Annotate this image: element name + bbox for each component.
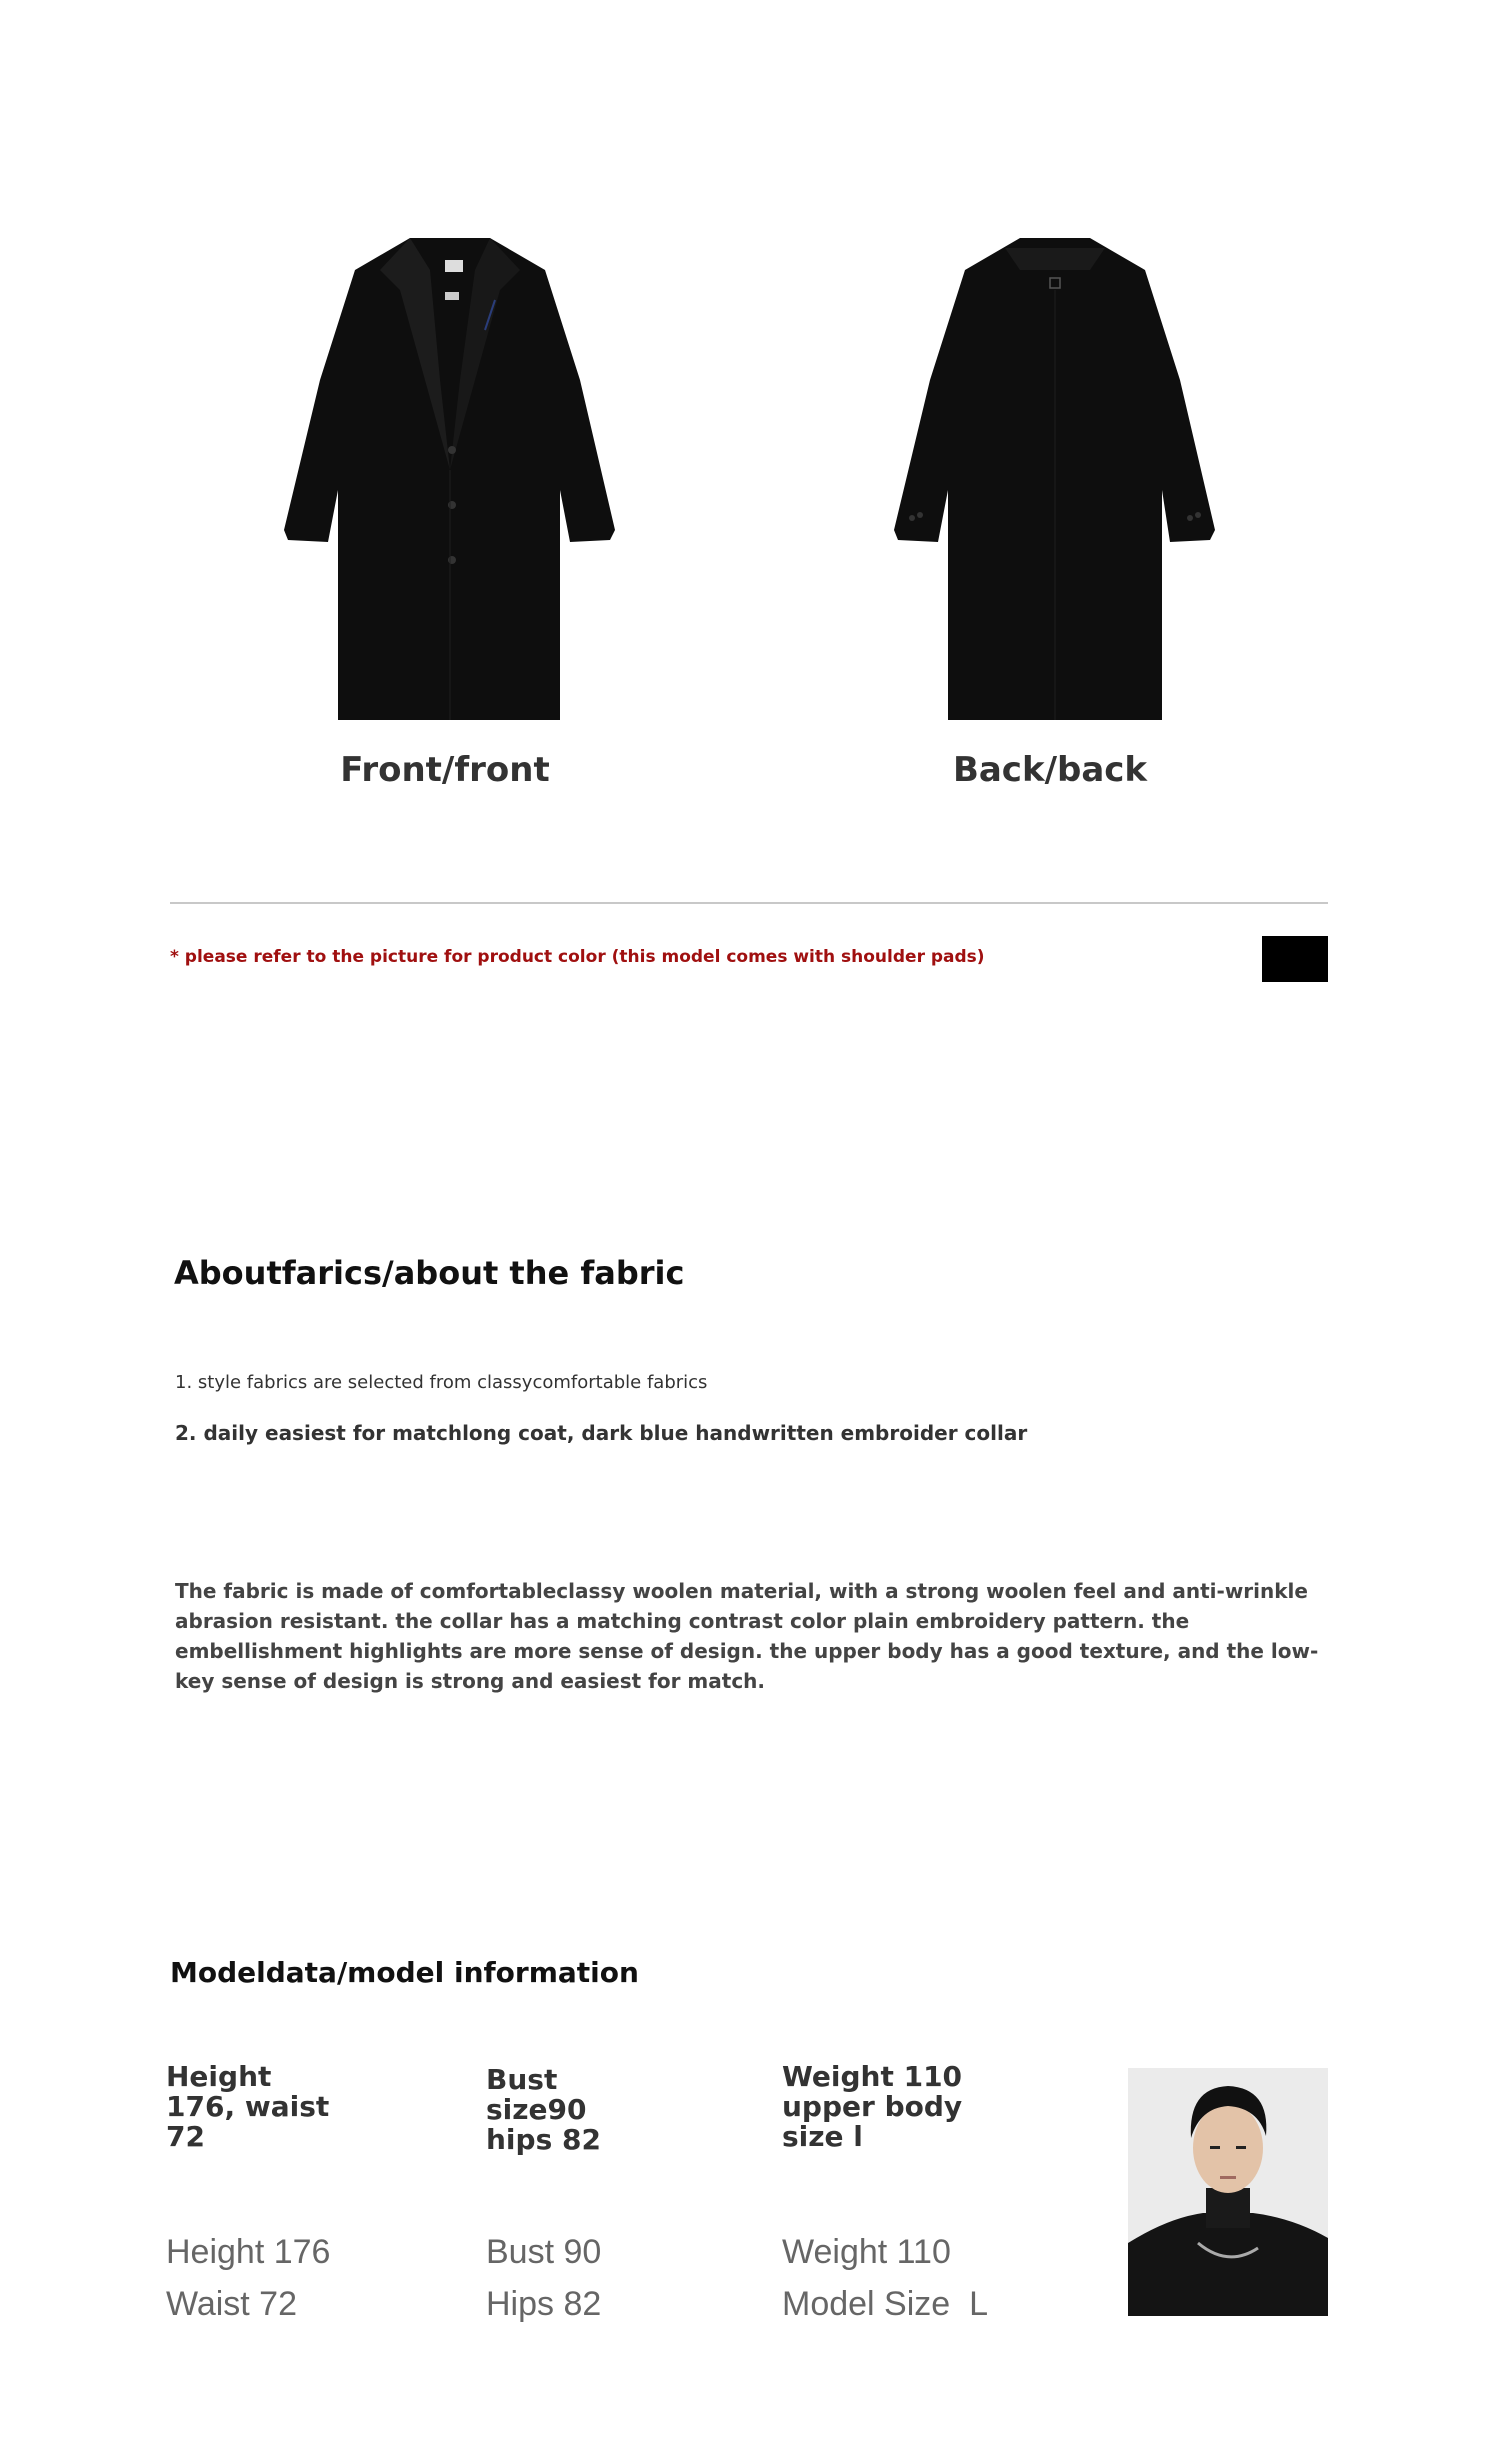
back-label: Back/back	[952, 750, 1148, 790]
color-swatch-black[interactable]	[1262, 936, 1328, 982]
front-label: Front/front	[340, 750, 550, 790]
model-section-title: Modeldata/model information	[170, 1956, 639, 1989]
section-divider	[170, 902, 1328, 904]
model-size: Model Size L	[782, 2285, 988, 2323]
model-stat-height-waist: Height 176, waist 72	[166, 2060, 330, 2153]
model-stat-bust-hips: Bust size90 hips 82	[486, 2063, 601, 2156]
model-bust: Bust 90	[486, 2233, 602, 2271]
model-hips: Hips 82	[486, 2285, 602, 2323]
model-waist: Waist 72	[166, 2285, 298, 2323]
color-note: * please refer to the picture for product color (this model comes with shoulder pads)	[170, 947, 985, 967]
model-stat-weight-size: Weight 110 upper body size l	[782, 2060, 963, 2153]
fabric-point-2: 2. daily easiest for matchlong coat, dark blue handwritten embroider collar	[175, 1421, 1028, 1445]
model-photo	[1128, 2068, 1328, 2316]
fabric-description: The fabric is made of comfortableclassy woolen material, with a strong woolen feel and anti-wrinkle abrasion resistant. the collar has a matching contrast color plain embroidery pattern. the embellishment highlights are more sense of design. the upper body has a good texture, and the low-key sense of design is strong and easiest for match.	[175, 1579, 1319, 1693]
fabric-section-title: Aboutfarics/about the fabric	[174, 1254, 685, 1292]
fabric-point-1: 1. style fabrics are selected from classycomfortable fabrics	[175, 1372, 708, 1393]
model-weight: Weight 110	[782, 2233, 951, 2271]
coat-back-image	[890, 230, 1220, 730]
coat-front-image	[280, 230, 620, 730]
model-height: Height 176	[166, 2233, 331, 2271]
